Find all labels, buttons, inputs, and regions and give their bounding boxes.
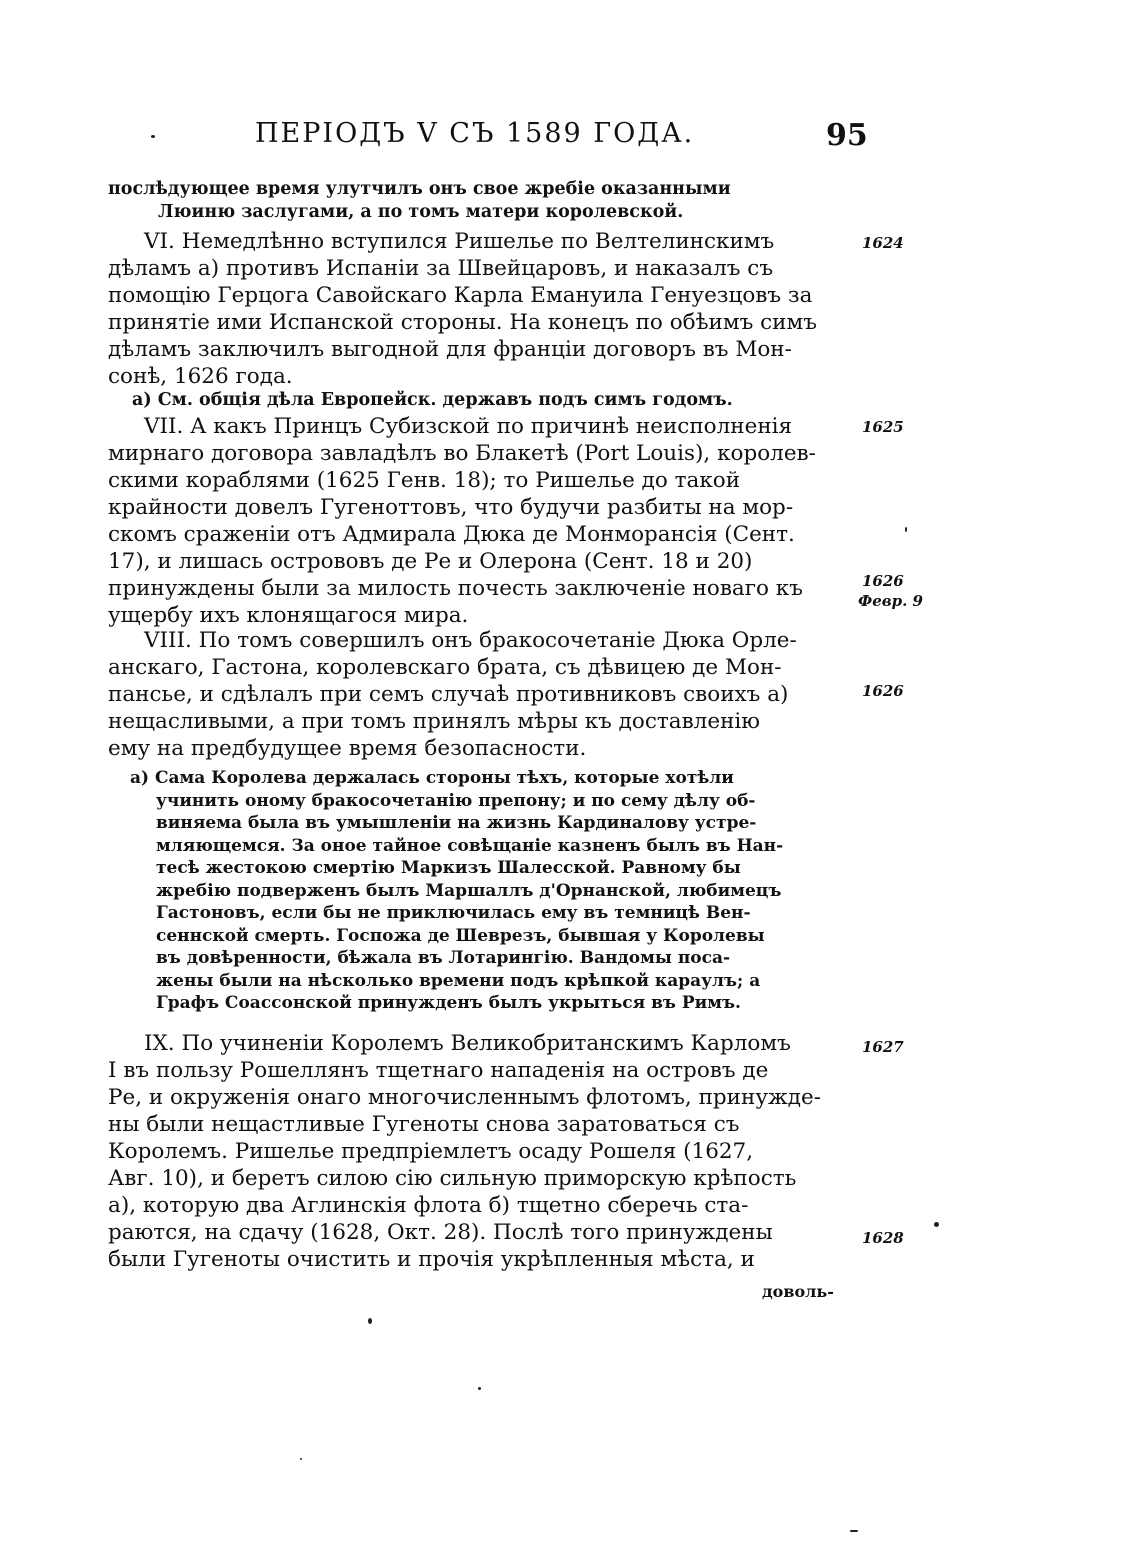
text-line: а) См. общія дѣла Европейск. державъ подъ симъ годомъ.	[132, 390, 733, 410]
text-line: ему на предбудущее время безопасности.	[108, 736, 587, 761]
margin-date-1624: 1624	[862, 234, 904, 252]
text-line: Ре, и окруженія онаго многочисленнымъ флотомъ, принужде-	[108, 1085, 821, 1110]
text-line: Авг. 10), и беретъ силою сію сильную приморскую крѣпость	[108, 1166, 797, 1191]
margin-date-1628: 1628	[862, 1229, 904, 1247]
text-line: ны были нещастливые Гугеноты снова заратоваться съ	[108, 1112, 740, 1137]
text-line: пансье, и сдѣлалъ при семъ случаѣ противниковъ своихъ а)	[108, 682, 789, 707]
text-line: сеннской смерть. Госпожа де Шеврезъ, бывшая у Королевы	[156, 925, 765, 946]
text-line: скими кораблями (1625 Генв. 18); то Ришелье до такой	[108, 468, 741, 493]
section-vi	[108, 228, 858, 390]
text-line: крайности довелъ Гугеноттовъ, что будучи разбиты на мор-	[108, 495, 794, 520]
section-viii	[108, 627, 858, 762]
ink-speck	[368, 1318, 372, 1324]
text-line: тесѣ жестокою смертію Маркизъ Шалесской. Равному бы	[156, 858, 741, 878]
text-line: принятіе ими Испанской стороны. На конецъ по обѣимъ симъ	[108, 310, 817, 335]
catchword: доволь-	[762, 1282, 834, 1301]
text-line: жребію подверженъ былъ Маршаллъ д'Орнанской, любимецъ	[156, 880, 782, 901]
text-line: дѣламъ заключилъ выгодной для франціи договоръ въ Мон-	[108, 337, 792, 362]
margin-date-1627: 1627	[862, 1038, 904, 1056]
text-line: учинить оному бракосочетанію препону; и по сему дѣлу об-	[156, 790, 756, 811]
text-line: были Гугеноты очистить и прочія укрѣпленныя мѣста, и	[108, 1247, 755, 1272]
ink-speck	[905, 527, 907, 532]
text-line: жены были на нѣсколько времени подъ крѣпкой караулъ; а	[156, 970, 761, 991]
text-line: а), которую два Аглинскія флота б) тщетно сберечь ста-	[108, 1193, 749, 1218]
text-line: ущербу ихъ клонящагося мира.	[108, 603, 469, 628]
ink-speck	[934, 1222, 939, 1227]
text-line: а) Сама Королева держалась стороны тѣхъ, которые хотѣли	[130, 768, 734, 788]
margin-date-1626: 1626	[862, 572, 904, 590]
text-line: виняема была въ умышленіи на жизнь Кардиналову устре-	[156, 813, 757, 833]
ink-speck	[300, 1458, 302, 1460]
section-vii	[108, 413, 858, 629]
margin-date-1625: 1625	[862, 418, 904, 436]
ink-speck	[478, 1387, 481, 1390]
ink-speck	[850, 1530, 858, 1532]
text-line: IX. По учиненіи Королемъ Великобританскимъ Карломъ	[144, 1031, 791, 1056]
text-line: помощію Герцога Савойскаго Карла Емануила Генуезцовъ за	[108, 283, 813, 308]
text-line: анскаго, Гастона, королевскаго брата, съ дѣвицею де Мон-	[108, 655, 782, 680]
text-line: Люиню заслугами, а по томъ матери королевской.	[158, 201, 684, 222]
section-ix	[108, 1030, 858, 1273]
text-line: Гастоновъ, если бы не приключилась ему въ темницѣ Вен-	[156, 903, 751, 923]
text-line: 17), и лишась острововъ де Ре и Олерона (Сент. 18 и 20)	[108, 549, 753, 574]
text-line: мирнаго договора завладѣлъ во Блакетѣ (Port Louis), королев-	[108, 441, 816, 466]
continuation-lines	[108, 178, 858, 223]
text-line: I въ пользу Рошеллянъ тщетнаго нападенія на островъ де	[108, 1058, 769, 1083]
page-number: 95	[826, 118, 868, 153]
running-head: ПЕРІОДЪ V СЪ 1589 ГОДА.	[255, 118, 695, 149]
margin-date-fevr: Февр. 9	[858, 592, 923, 610]
text-line: VIII. По томъ совершилъ онъ бракосочетаніе Дюка Орле-	[144, 628, 797, 653]
text-line: послѣдующее время улутчилъ онъ свое жребіе оказанными	[108, 179, 731, 199]
margin-date-1626b: 1626	[862, 682, 904, 700]
text-line: нещасливыми, а при томъ принялъ мѣры къ доставленію	[108, 709, 760, 734]
footnote-vi	[108, 389, 858, 412]
text-line: VII. А какъ Принцъ Субизской по причинѣ неисполненія	[144, 414, 793, 439]
text-line: мляющемся. За оное тайное совѣщаніе казненъ былъ въ Нан-	[156, 835, 784, 856]
text-line: раются, на сдачу (1628, Окт. 28). Послѣ того принуждены	[108, 1220, 773, 1245]
text-line: Графъ Соассонской принужденъ былъ укрыться въ Римъ.	[156, 993, 741, 1013]
text-line: въ довѣренности, бѣжала въ Лотарингію. Вандомы поса-	[156, 948, 731, 968]
text-line: VI. Немедлѣнно вступился Ришелье по Велтелинскимъ	[144, 229, 775, 254]
ink-speck	[151, 135, 155, 138]
text-line: принуждены были за милость почесть заключеніе новаго къ	[108, 576, 803, 601]
text-line: скомъ сраженіи отъ Адмирала Дюка де Монморансія (Сент.	[108, 522, 795, 547]
footnote-viii	[108, 767, 858, 1015]
text-line: Королемъ. Ришелье предпріемлетъ осаду Рошеля (1627,	[108, 1139, 754, 1164]
text-line: дѣламъ а) противъ Испаніи за Швейцаровъ, и наказалъ съ	[108, 256, 774, 281]
text-line: сонѣ, 1626 года.	[108, 364, 293, 389]
